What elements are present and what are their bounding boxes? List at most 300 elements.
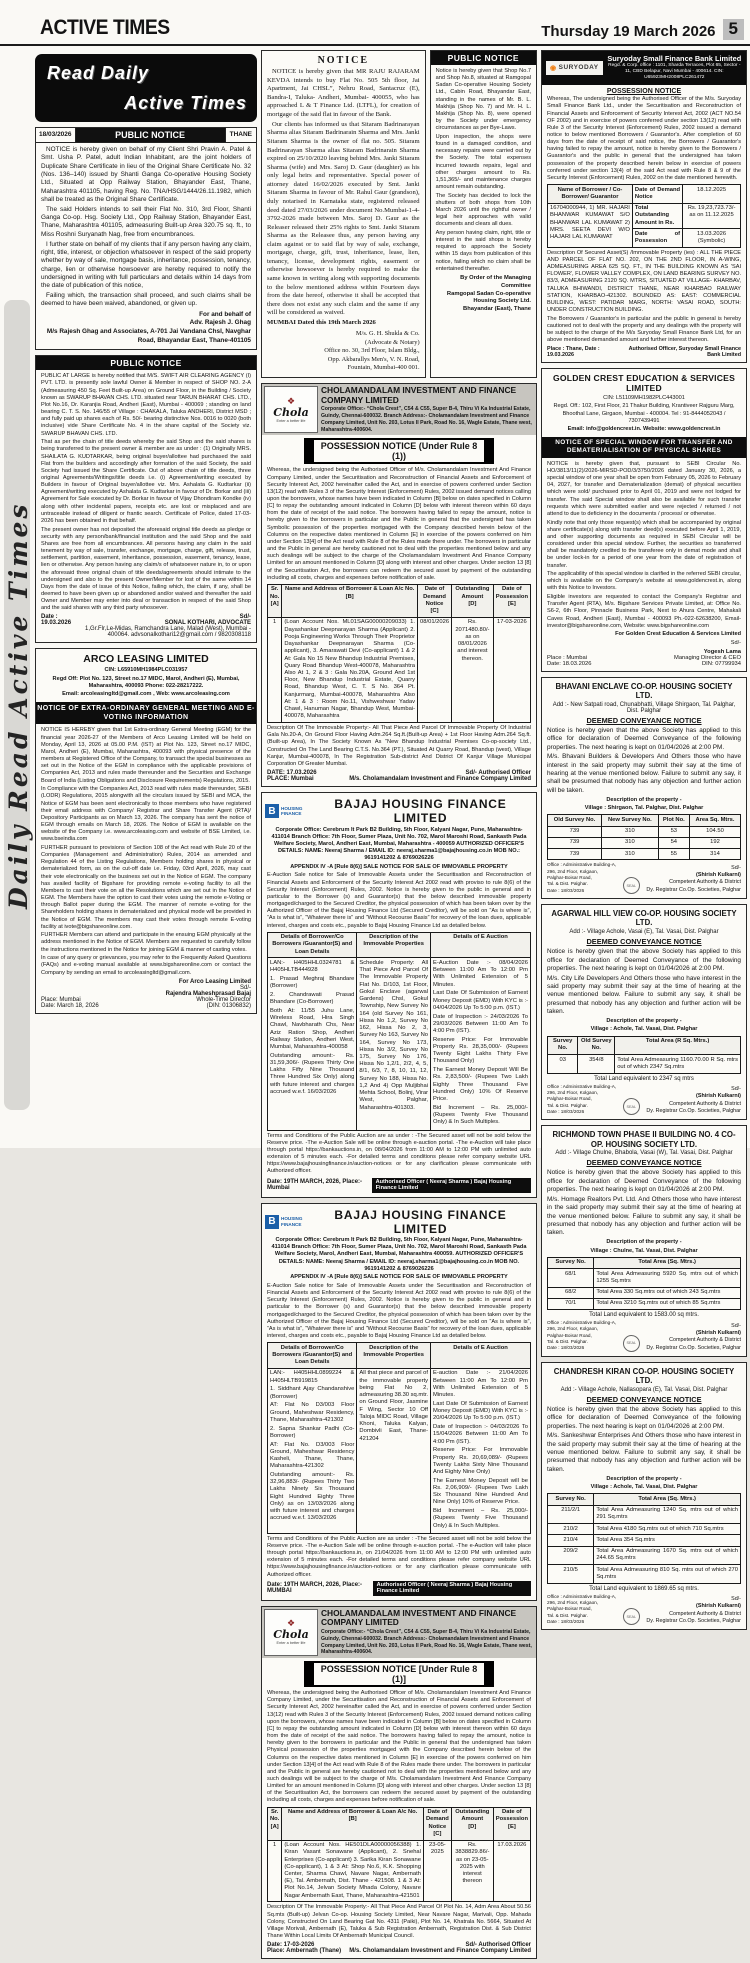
borrower-line: Outstanding amount:- Rs. 31,59,306/- (Rupees Thirty One Lakhs Fifty Nine Thousand Three Hundred Six Only) along with future interest and charges accrued w.e.f. 16/03/2026 <box>270 1052 355 1095</box>
auction-line: Last Date Of Submission of Earnest Money Deposit (EMD) With KYC is :- 20/04/2026 Up To 5:00 p.m. (IST.) <box>433 1400 528 1422</box>
col-code: [C] <box>430 608 439 615</box>
suryoday-sun-icon: ◉ <box>550 64 557 72</box>
col-header: Date of Demand Notice <box>423 586 446 607</box>
table-cell: 53 <box>658 826 689 837</box>
place-line: Place: Mumbai <box>41 996 81 1003</box>
company-contact: Email: info@goldencrest.in. Website: www.goldencrest.in <box>567 426 721 433</box>
office-line: 296, 2nd Floor, Kolgaon, <box>547 1089 599 1095</box>
bhavani-conveyance-notice <box>541 677 747 899</box>
notice-body <box>547 461 741 630</box>
table-cell-auction <box>431 958 531 1130</box>
conveyance-title: DEEMED CONVEYANCE NOTICE <box>586 1394 702 1404</box>
egm-banner: NOTICE OF EXTRA-ORDINARY GENERAL MEETING AND E-VOTING INFORMATION <box>36 702 256 725</box>
auction-line: E-auction Date :- 21/04/2026 Between 11:00 Am To 12:00 Pm With Unlimited Extension of 5 Minutes. <box>433 1370 528 1399</box>
possession-table <box>267 1807 531 1903</box>
conveyance-footer <box>547 862 741 894</box>
table-cell-property: All that piece and parcel of the immovable property being Flat No 2, admeasuring 38.30 sq.mtr. on Ground Floor, Jasmine F Wing, Sector 10 Off Taloja MIDC Road, Village Khoni, Taluka Kalyan, Dombivli East, Thane-421204 <box>357 1368 431 1533</box>
table-row <box>548 203 741 229</box>
office-line: Office : Administrative Building-A, <box>547 1593 617 1599</box>
signatory-name: (Shirish Kulkarni) <box>696 1603 741 1610</box>
table-header-row <box>268 1807 531 1840</box>
bajaj-header <box>265 797 533 825</box>
table-cell: 211/2/1 <box>548 1505 594 1523</box>
table-cell: 209/2 <box>548 1546 594 1564</box>
table-cell: 310 <box>602 849 659 860</box>
bajaj-header <box>265 1208 533 1236</box>
col-header: Survey No. <box>548 1494 594 1505</box>
bank-name: Suryoday Small Finance Bank Limited <box>607 54 742 63</box>
logo-line2: Active Times <box>124 93 247 113</box>
authorised-officer-line: Authorised Officer, Suryoday Small Finance Bank Limited <box>628 346 741 359</box>
notice-date: Date : 19.03.2026 <box>41 614 72 627</box>
signatory-address: 1,Gr.Flr,Le-Midas, Ramchandra Lane, Malad (West), Mumbai - 400064. advsonalkothari12@gmail.com / 9820308118 <box>85 626 251 639</box>
conveyance-title: DEEMED CONVEYANCE NOTICE <box>586 1158 702 1168</box>
property-description: Description Of The Immovable Property:- All That Piece And Parcel Of Immovable Property Of Industrial Gala No.20-A, On Ground Floor Having Adm.264 Sq.ft.(Built-up Area) + 1st Floor Having Adm.264 Sq.ft.(Built-up Area), In The Society Known As “New Bhandup Industrial Premises Co-op-society Ltd., Constructed On The Land Bearing C.T.S. No.364 (PT.), Situated At Quarry Road, Bhandup (west), Village Kanjur, Mumbai-400078, In The Registration Sub-district And District Of Kanjur Village Municipal Corporation Of Greater Mumbai. <box>267 725 531 767</box>
auction-line: E-Auction Date :- 08/04/2026 Between 11:00 Am To 12:00 Pm With Unlimited Extension of 5 Minutes. <box>433 959 528 988</box>
left-column <box>35 50 257 1014</box>
notice-paragraph: FURTHER Members can attend and participate in the ensuing EGM physically at the address mentioned in the Notice of EGM. Members are requested to carefully follow the instructions mentioned in the Notice for joining EGM & manner of casting votes. <box>41 932 251 953</box>
signatory-din: (DIN: 01306832) <box>206 1002 251 1009</box>
col-header: Details of Borrower/Co Borrowers /Guarantor(S) and Loan Details <box>268 932 357 958</box>
table-cell-possession-date: 17.03.2026 <box>493 1840 530 1902</box>
col-code: [A] <box>270 600 279 607</box>
table-cell: 68/2 <box>548 1287 594 1298</box>
ramgad-public-notice <box>430 50 537 378</box>
office-line: Office : Administrative Building-A, <box>547 1320 617 1326</box>
notice-title: PUBLIC NOTICE <box>76 128 225 142</box>
col-code: [B] <box>345 593 354 600</box>
notice-paragraph: In case of any query or grievances, you may refer to the Frequently Asked Questions (FAQs) and e-voting manual available at www.bigshareonline.com or contact the Company by sending an email to arcoleasingltd@gmail.com. <box>41 955 251 976</box>
notice-paragraph: NOTICE is hereby given that MR RAJU RAJARAM KEVDA intends to buy Flat No. 505 5th floor, Jai Apartment, Jai CHSL”, Nehru Road, Santacruz (E), Bandra-I, Taluka- Andheri, Mumbai- 400055, who has approached L & T Finance Ltd. (LTFL), for creation of mortgage of the said flat in favour of the Bank. <box>267 68 420 118</box>
table-cell-borrower: (Loan Account Nos. HE501DLA00000056388) 1. Kiran Vasant Sonawane (Applicant), 2. Snehal Enterprises (Co-applicant) 3. Sarika Kiran Sonawane (Co-applicant), 1 & 3 At: Shop No.6, K.K. Shopping Center, Sharma Chawl, Navare Nagar, Ambernath (E), Tal. Ambernath, Dist. Thane - 421508. 1 & 3 At: Plot No.14, Jelvan Society Mhada Colony, Navare Nagar Ambernath East, Thane, Maharashtra-421501 <box>282 1840 424 1902</box>
date-place-line: Date: 19TH MARCH, 2026, Place:- MUMBAI <box>267 1582 363 1595</box>
masthead-row <box>0 0 750 46</box>
property-description: Description Of The Immovable Property:- All That Piece And Parcel Of Plot No. 14, Adm Area About 50.56 Sq.mts (Built-up) Jelvan Co-op. Housing Society Limited, Near Navare Nagar, Marivali, Opp. Mahada Colony, Constructed On Land Bearing Gat No. 4311 (Paiki), Plot No. 14, Khatrala No. 5664, Situated At Village Morivali, Ambernath (E), Taluka & Sub Registration Ambernath, Registration Dist. & Sub District Thane Within Local Limits Of Ambernath Municipal Council. <box>267 1904 531 1940</box>
table-row <box>548 1287 741 1298</box>
company-office: Corporate Office:- “Chola Crest”, C54 & C55, Super B-4, Thiru Vi Ka Industrial Estate, Guindy, Chennai-600032. Branch Address:- Cholamandalam Investment and Finance Company Limited, Unit No. 203, Lotus II Park, Road No. 16, Wagle Estate, Thane west, Maharashtra-400604. <box>321 1629 532 1656</box>
col-header: Description of the Immovable Properties <box>357 932 431 958</box>
notice-date: 18/03/2026 <box>36 128 76 142</box>
society-address: Add :- Village Chulne, Bhabola, Vasai (W), Tal. Vasai, Dist. Palghar <box>555 1150 733 1157</box>
table-cell: Total Area 3210 Sq.mtrs out of which 85 Sq.mtrs <box>594 1298 741 1309</box>
sd-line: Sd/- <box>731 1086 741 1093</box>
society-address: Add :- Village Achole, Vasai (E), Tal. Vasai, Dist. Palghar <box>569 929 719 936</box>
side-strip-text: Daily Read Active Times <box>4 300 30 1110</box>
sd-line: Sd/- <box>730 640 741 647</box>
table-cell: 310 <box>602 826 659 837</box>
col-code: [C] <box>433 1830 442 1837</box>
issue-date: Thursday 19 March 2026 <box>541 23 716 40</box>
caution-line: The Borrowers / Guarantor's in particular and the public in general is hereby cautioned not to deal with the property and any dealings with the property will be subject to the charge of the M/s Suryoday Small Finance Bank Ltd, for an above mentioned demanded amount and further interest thereon. <box>547 315 741 344</box>
col-header: Old Survey No. <box>578 1036 615 1054</box>
signatory-role: Competent Authority & District <box>669 879 741 886</box>
society-address: Add :- New Satpati road, Chunabhatti, Village Shirgaon, Tal. Palghar, Dist. Palghar <box>552 701 736 714</box>
value-possession-date: 13.03.2026 (Symbolic) <box>683 229 741 247</box>
logo-line1: Read Daily <box>47 63 150 83</box>
authorised-officer-line: Authorised Officer ( Neeraj Sharma ) Bajaj Housing Finance Limited <box>373 1581 531 1596</box>
notice-dateline: MUMBAI Dated this 19th March 2026 <box>267 319 376 327</box>
table-cell: 03 <box>548 1055 578 1073</box>
table-cell-property: Schedule Property: All That Piece And Parcel Of The Immovable Property Flat No. D/103, 1st Floor, Gokul Enclave (agarwal Gardens) Chsl, Gokul Township, New Survey No 164 (old Survey No 161, Hissa No 1,2, Survey No 162, Hissa No 2, 3, Survey No 163, Survey No 164, Survey No 173, Hissa No 3/2, Survey No 175, Survey No 176, Hissa No 1,2/1, 2/2, 4, 5, 8/1, 6/3, 7, 8, 10, 11, 12, Survey No 188, Hissa No. 1,2 And 4) Opp Muljibhai Mehta School, Bolinj, Virar West, Palghar, Maharashtra-401303. <box>357 958 431 1130</box>
chola-logo-tagline: Enter a better life <box>276 418 306 423</box>
suryoday-logo <box>546 61 603 75</box>
office-line: 296, 2nd Floor, Kolgaon, <box>547 1326 599 1332</box>
borrower-line: AT: Flat No. D3/003 Floor Ground, Maheshwar Residency Kasheli, Thane, Thane, Maharashtra-421302 <box>270 1441 355 1470</box>
signature-line: Opp. Akbarallys Men's, V. N. Road, <box>327 355 420 363</box>
sd-line: Sd/- <box>731 1596 741 1603</box>
col-header: Date of Demand Notice <box>425 1809 449 1830</box>
table-cell: Total Area Admeasuring 1240 Sq. mtrs out of which 291 Sq.mtrs <box>594 1505 741 1523</box>
bajaj-logo-icon: B <box>265 1215 279 1229</box>
borrower-line: Outstanding amount:- Rs. 32,96,883/- (Rupees Thirty Two Lakhs Ninety Six Thousand Eight Hundred Eighty Three Only) as on 13/03/2026 along with future interest and charges accrued w.e.f. 13/03/2026 <box>270 1471 355 1522</box>
office-block <box>547 1084 616 1116</box>
date-line: DATE: 17.03.2026 <box>267 770 317 777</box>
company-sign: M/s. Cholamandalam Investment and Finance Company Limited <box>349 1948 531 1955</box>
signatory-name: (Shirish Kulkarni) <box>696 1329 741 1336</box>
chola-logo-word: Chola <box>273 1628 309 1642</box>
place-line: Place: Ambernath (Thane) <box>267 1948 342 1955</box>
signatory-role: Competent Authority & District <box>669 1100 741 1107</box>
col-header: Date of Possession <box>495 586 528 600</box>
office-line: Date : 18/03/2026 <box>547 1108 585 1114</box>
company-sign: M/s. Cholamandalam Investment and Finance Company Limited <box>349 776 531 783</box>
table-row <box>548 826 741 837</box>
property-table <box>547 814 741 860</box>
table-cell: Total Area Admeasuring 5920 Sq. mtrs out of which 1255 Sq.mtrs <box>594 1269 741 1287</box>
office-line: Office : Administrative Building-A, <box>547 862 617 868</box>
suryoday-possession-notice <box>541 50 747 363</box>
notice-body: E-Auction Sale notice for Sale of Immovable Assets under the Securitisation and Reconstruction of Financial Assets and Enforcement of the Security Interest Act 2002 read with proviso to rule 8(6) of the Security Interest (Enforcement) Rules, 2002. Notice is hereby given to the public in general and in particular to the Borrower (s) and Guarantor(s) that the below described immovable property mortgaged/charged to the Secured Creditor, the physical possession of which has been taken over by the Authorized Officer of the Bajaj Housing Finance Ltd (Secured Creditor), will be sold on “As is where is”, “As is what is”, “Whatever there is” and “Without Recourse Basis” for recovery of the loan dues, applicable interest, charges and costs etc., payable to Bajaj Housing Finance Ltd as detailed below. <box>267 872 531 929</box>
office-block <box>547 1320 616 1352</box>
notice-header <box>36 128 256 143</box>
table-cell: 104.50 <box>689 826 740 837</box>
table-cell: 55 <box>658 849 689 860</box>
auction-line: The Earnest Money Deposit Will Be Rs. 2,83,500/- (Rupees Two Lakh Eighty Three Thousand Five Hundred Only) 10% Of Reserve Price. <box>433 1067 528 1103</box>
col-header: Name of Borrower / Co-Borrower/ Guarantor <box>548 185 633 203</box>
special-window-banner: NOTICE OF SPECIAL WINDOW FOR TRANSFER AND DEMATERIALISATION OF PHYSICAL SHARES <box>542 437 746 458</box>
description-title: Description of the property - <box>606 1475 682 1482</box>
conveyance-footer <box>547 1594 741 1626</box>
golden-crest-notice <box>541 368 747 671</box>
sd-line: Sd/- Authorised Officer <box>465 1942 531 1949</box>
signature-line: Fountain, Mumbai-400 001. <box>347 364 420 372</box>
chola-logo-icon: ❖ <box>286 395 296 406</box>
office-line: Tal. & Dist. Palghar. <box>547 1102 588 1108</box>
society-name: CHANDRESH KIRAN CO-OP. HOUSING SOCIETY LTD. <box>553 1366 735 1386</box>
notice-body: E-Auction Sale notice for Sale of Immovable Assets under the Securitisation and Reconstruction of Financial Assets and Enforcement of the Security Interest Act 2002 read with proviso to rule 8(6) of the Security Interest (Enforcement) Rules, 2002. Notice is hereby given to the public in general and in particular to the Borrower (s) and Guarantor(s) that the below described immovable property mortgaged/charged to the Secured Creditor, the physical possession of which has been taken over by the Authorized Officer of the Bajaj Housing Finance Ltd (Secured Creditor), will be sold on “As is where is”, “As is what is”, “Whatever there is” and “Without Recourse Basis” for recovery of the loan dues, applicable interest, charges and costs etc., payable to Bajaj Housing Finance Ltd as detailed below. <box>267 1282 531 1340</box>
suryoday-logo-text: SURYODAY <box>558 64 599 72</box>
notice-body <box>436 68 531 273</box>
col-header: Survey No. <box>548 1036 578 1054</box>
sd-line: Sd/- <box>239 984 251 991</box>
office-line: Tal. & Dist. Palghar. <box>547 1339 588 1345</box>
notice-paragraph: M/s. Bhavani Builders & Developers And Others those who have interest in the said property may submit their say at the time of hearing at the venue mentioned below. Failure to submit any say, it shall be presumed that nobody has any objection and further action will be taken. <box>547 753 741 794</box>
seal-icon: SEAL <box>623 1335 640 1352</box>
col-header: Details of E Auction <box>431 1343 531 1369</box>
company-name: BAJAJ HOUSING FINANCE LIMITED <box>334 797 507 826</box>
by-order-line: Housing Society Ltd. <box>473 298 531 305</box>
company-office: Corporate Office:- “Chola Crest”, C54 & C55, Super B-4, Thiru Vi Ka Industrial Estate, Guindy, Chennai-600032. Branch Address:- Cholamandalam Investment and Finance Company Limited, Unit No. 203, Lotus II Park, Road No. 16, Wagle Estate, Thane west, Maharashtra-400604. <box>321 406 532 433</box>
seal-icon: SEAL <box>623 877 640 894</box>
company-contact: Email: arcoleasingltd@gmail.com , Web: www.arcoleasing.com <box>62 691 230 698</box>
society-name: AGARWAL HILL VIEW CO-OP. HOUSING SOCIETY LTD. <box>551 909 737 928</box>
signature-block <box>267 330 420 373</box>
village-line: Village : Achole, Tal. Vasai, Dist. Palghar <box>590 1484 698 1491</box>
col-header: Total Area (Sq. Mtrs.) <box>594 1257 741 1268</box>
chola-possession-notice-1 <box>261 383 537 787</box>
conveyance-footer <box>547 1320 741 1352</box>
total-land-line: Total Land equivalent to 1583.00 sq mtrs. <box>589 1312 699 1319</box>
notice-body <box>41 727 251 976</box>
table-cell-sr: 1 <box>268 617 282 722</box>
notice-paragraph: M/s. City Life Developers And Others those who have interest in the said property may submit their say at the time of hearing at the venue mentioned below. Failure to submit any say, it shall be presumed that nobody has any objection and further action will be taken. <box>547 974 741 1015</box>
arco-egm-notice <box>35 648 257 1013</box>
bajaj-logo <box>265 804 303 818</box>
notice-body <box>41 373 251 612</box>
table-row <box>548 1565 741 1583</box>
col-code: [A] <box>270 1823 279 1830</box>
auction-line: Date of Inspection :- 04/03/2026 To 15/04/2026 Between 11:00 Am To 4:00 Pm (IST). <box>433 1424 528 1445</box>
by-order-line: Ramgopal Sadan Co-operative <box>446 290 531 297</box>
appendix-line: APPENDIX IV -A [Rule 8(6)] SALE NOTICE FOR SALE OF IMMOVABLE PROPERTY <box>290 863 508 870</box>
chola-logo-icon: ❖ <box>286 1618 296 1629</box>
col-header: Sr. No. <box>270 1809 280 1823</box>
table-cell: 54 <box>658 837 689 848</box>
col-code: [E] <box>508 600 516 607</box>
signature-line: Office no. 30, 3rd Floor, Islam Bldg., <box>324 347 420 355</box>
table-header-row <box>268 1343 531 1369</box>
bajaj-logo-text: HOUSING FINANCE <box>281 806 303 817</box>
bajaj-logo-text: HOUSING FINANCE <box>281 1216 303 1227</box>
company-name: CHOLAMANDALAM INVESTMENT AND FINANCE COMPANY LIMITED <box>321 385 517 405</box>
society-name: RICHMOND TOWN PHASE II BUILDING NO. 4 CO-OP. HOUSING SOCIETY LTD. <box>552 1130 736 1149</box>
table-row <box>548 1269 741 1287</box>
bajaj-logo <box>265 1215 303 1229</box>
bajaj-sale-notice-1 <box>261 792 537 1197</box>
table-cell: 354/8 <box>578 1055 615 1073</box>
conveyance-footer <box>547 1084 741 1116</box>
office-line: Date : 18/03/2026 <box>547 1345 585 1351</box>
signatory-role: Competent Authority & District <box>669 1610 741 1617</box>
col-header: Outstanding Amount <box>455 1809 490 1823</box>
table-cell-possession-date: 17-03-2026 <box>493 617 530 722</box>
table-cell-amount: Rs. 3838829.86/- as on 23-05-2025 with interest thereon <box>451 1840 493 1902</box>
table-cell: Total Area 330 Sq.mtrs out of which 243 Sq.mtrs <box>594 1287 741 1298</box>
sd-line: Sd/- <box>731 1322 741 1329</box>
terms-line: Terms and Conditions of the Public Auction are as under : -The Secured asset will not be sold below the Reserve price. -The e-Auction Sale will be online through e-auction portal. -The e-Auction will take place through portal https://bankauctions.in, on 21/04/2026 from 11:00 AM to 12:00 PM with unlimited auto extension of 5 minutes each. -For detailed terms and conditions please refer company website URL https://www.bajajhousingfinance.in/auction-notices or for any clarification please communicate with Authorized officer. <box>267 1535 531 1578</box>
table-cell-borrower <box>268 1368 357 1533</box>
table-cell: 314 <box>689 849 740 860</box>
company-regd-office: Regd Off: Plot No. 123, Street no.17 MIDC, Marol, Andheri (E), Mumbai, Maharashtra, 400093 Phone: 022-28217222. <box>52 675 240 689</box>
col-header: Date of Possession <box>495 1809 528 1823</box>
signatory-role: Managing Director & CEO <box>673 654 741 661</box>
chola-logo <box>264 1609 318 1656</box>
auction-line: Last Date Of Submission of Earnest Money Deposit (EMD) With KYC is :- 04/04/2026 Up To 5:00 p.m. (IST.) <box>433 990 528 1011</box>
col-header: Details of Borrower/Co Borrowers /Guarantor(S) and Loan Details <box>268 1343 357 1369</box>
notice-paragraph: FURTHER pursuant to provisions of Section 108 of the Act read with Rule 20 of the Companies (Management and Administration) Rules, 2014 as amended and Regulation 44 of the Listing Regulations, Members holding shares in physical or dematerialized form, as on the cut-off date i.e. Friday, 03rd April, 2026, may cast their vote electronically on the business set out in the Notice of EGM. The company has availed facility of Bigshare for providing remote e-voting facility to all the Members to cast their vote on all the Resolutions which are set out in the Notice of EGM. The Members have the option to cast their votes using the remote e-Voting or through Ballot paper during the EGM. The manner of remote e-voting for the Shareholders holding shares in dematerialized and physical mode will be provided in the Notice of EGM. The members may cast their votes through remote E-voting facility at ivote@bigshareonline.com. <box>41 844 251 930</box>
table-row <box>268 1368 531 1533</box>
read-daily-active-times-logo <box>35 54 257 122</box>
society-address: Add :- Village Achole, Nallasopara (E), Tal. Vasai, Dist. Palghar <box>560 1386 728 1393</box>
table-row <box>548 185 741 203</box>
chola-logo-word: Chola <box>273 405 309 419</box>
company-name: BAJAJ HOUSING FINANCE LIMITED <box>334 1207 507 1236</box>
auction-table <box>267 1342 531 1534</box>
society-name: BHAVANI ENCLAVE CO-OP. HOUSING SOCIETY LTD. <box>555 681 733 701</box>
date-line: Date: 18.03.2026 <box>547 660 592 667</box>
table-cell: Total Area Admeasuring 1670 Sq. mtrs out of which 244.65 Sq.mtrs <box>594 1546 741 1564</box>
notice-paragraph: The present owner has not deposited the aforesaid original title deeds as pledge or security with any person/bank/financial institution and the said Shop and the said Shares are free from all encumbrances. All persons having any claim in the said tenement by way of sale, transfer, exchange, mortgage, charge, gift, release, trust, settlement, partition, easement, inheritance, possession, easement, tenancy, lease, lien or otherwise. Any person having any claim/s of whatsoever nature in, to or upon the aforesaid three original chain of title deeds/agreements should intimate to the undersigned and also to the present Owner/Member for lost of the same within 14 Days from the date of issue of this Notice, failing which, the claim, if any, shall be deemed to have been given up or abandoned and/or waived and thereafter the said Owner and Member may enter into deal or transaction in respect of the said Shop and the said shares with any third party whosoever. <box>41 526 251 612</box>
table-cell: 192 <box>689 837 740 848</box>
bajaj-logo-icon: B <box>265 804 279 818</box>
borrower-line: Both At: 11/55 Juhu Lane, Wireless Road, Hira Singh Chawl, Navbharath Chs, Near Aziz Ration Shop, Andheri Railway Station, Andheri West, Mumbai, Maharashtra-400058 <box>270 1007 355 1051</box>
table-cell: 210/2 <box>548 1524 594 1535</box>
place-date-line: Place : Thane, Date : 19.03.2026 <box>547 346 600 359</box>
chandresh-conveyance-notice <box>541 1362 747 1630</box>
for-company-line: For Golden Crest Education & Services Limited <box>615 631 741 638</box>
label-outstanding: Total Outstanding Amount in Rs. <box>632 203 682 229</box>
table-cell: 210/4 <box>548 1535 594 1546</box>
office-line: 296, 2nd Floor, Kolgaon, <box>547 1599 599 1605</box>
notice-paragraph: Notice is hereby given that the above Society has applied to this office for declaration of Deemed Conveyance of the following properties. The next hearing is kept on 01/04/2026 at 2:00 PM. <box>547 1169 741 1194</box>
signatory-name: Yogesh Lama <box>703 648 741 655</box>
sd-line: Sd/- <box>239 614 251 621</box>
signatory-role: Dy. Registrar Co.Op. Societies, Palghar <box>646 1617 741 1624</box>
office-line: Tal. & Dist. Palghar. <box>547 1612 588 1618</box>
table-cell: Total Area 4180 Sq.mtrs out of which 710 Sq.mtrs <box>594 1524 741 1535</box>
col-header: Sr. No. <box>270 586 280 600</box>
total-land-line: Total Land equivalent to 2347 sq mtrs <box>594 1075 694 1082</box>
label-possession-date: Date of Possession <box>632 229 682 247</box>
conveyance-title: DEEMED CONVEYANCE NOTICE <box>586 937 702 947</box>
property-table <box>547 1036 741 1074</box>
table-row <box>548 1546 741 1564</box>
agarwal-conveyance-notice <box>541 904 747 1120</box>
middle-column <box>261 50 537 1959</box>
table-header-row <box>268 932 531 958</box>
col-header: Name and Address of Borrower & Loan A/c No. <box>284 586 415 593</box>
chola-possession-notice-2 <box>261 1606 537 1959</box>
notice-paragraph: Notice is hereby given that the above Society has applied to this office for declaration of Deemed Conveyance of the following properties. The next hearing is kept on 01/04/2026 at 2:00 PM. <box>547 726 741 751</box>
col-header: Details of E Auction <box>431 932 531 958</box>
sd-line: Sd/- <box>731 864 741 871</box>
notice-paragraph: In Compliance with the Companies Act, 2013 read with rules made thereunder, SEBI (LODR) Regulations, 2015 alongwith all the circulars issued by SEBI and MCA, the Notice of EGM has been sent electronically to those members who have registered their email address with Company/ Registrar and Share Transfer Agent (RTA)/ Depository Participants as on March 13, 2026. The company has sent the notice of EGM through emails on March 18, 2026. The Notice of EGM is available on the website of the Company i.e. www.arcoleasing.com and website of BSE Limited, i.e. www.bseindia.com <box>41 786 251 843</box>
signature-line: M/s Rajesh Ghag and Associates, A-701 Jai Vandana Chsl, Navghar Road, Bhayandar East, Thane-401105 <box>46 328 251 344</box>
table-row <box>268 617 531 722</box>
table-row <box>548 849 741 860</box>
possession-notice-title: POSSESSION NOTICE (Under Rule 8 (1)) <box>304 438 494 464</box>
signature-line: For and behalf of <box>199 310 251 318</box>
chola-logo-tagline: Enter a better life <box>276 1641 306 1646</box>
auction-table <box>267 932 531 1131</box>
table-cell: 739 <box>548 826 602 837</box>
col-header: Plot No. <box>658 815 689 826</box>
lt-finance-notice <box>261 50 426 378</box>
notice-paragraph: Notice is hereby given that the above Society has applied to this office for declaration of Deemed Conveyance of the following properties. The next hearing is kept on 01/04/2026 at 2:00 PM. <box>547 948 741 972</box>
table-row <box>268 1840 531 1902</box>
notice-paragraph: The Society has decided to lock the shutters of both shops from 10th March 2026 until the rightful owner / legal heir approaches with valid documents and clears all dues. <box>435 192 531 228</box>
public-notice-swift-air <box>35 355 257 643</box>
date-line: Date: March 18, 2026 <box>41 1002 99 1009</box>
asset-description: Description Of Secured Asset(S) /Immovable Property (ies) : ALL THE PIECE AND PARCEL OF FLAT NO. 202, ON THE 2ND FLOOR, IN A-WING, ADMEASURING AREA 625 SQ. FT., IN THE BUILDING KNOWN AS 'SAI FLOWER', FLOWER VALLEY COMPLEX, ON LAND BEARING SURVEY NO. 83/3, ADMEASURING 2120 SQ. MTRS, SITUATED AT VILLAGE- KHARBAV, TALUKA BHIWANDI, DISTRICT THANE, NEAR KHARBAO RAILWAY STATION, KHARBAO-421302. BOUNDED AS: EAST: COMMERCIAL BUILDING, WEST: PATIDAR MARG, NORTH: VASAI ROAD, SOUTH: UNDER CONSTRUCTION BUILDING. <box>547 249 741 313</box>
col-header: Area Sq. Mtrs. <box>689 815 740 826</box>
notice-paragraph: M/s. Sankeshwar Enterprises And Others those who have interest in the said property may submit their say at the time of hearing at the venue mentioned below. Failure to submit any say, it shall be presumed that nobody has any objection and further action will be taken. <box>547 1432 741 1473</box>
borrower-line: 1. Prasad Meghraj Bhandare (Borrower) <box>270 975 355 990</box>
office-line: Palghar-Boisar Road, <box>547 874 592 880</box>
auction-line: Bid Increment – Rs. 25,000/- (Rupees Twenty Five Thousand Only) & In Such Multiples. <box>433 1508 528 1529</box>
table-row <box>548 837 741 848</box>
total-land-line: Total Land equivalent to 1869.65 sq mtrs. <box>589 1585 699 1592</box>
signature-line: Adv. Rajesh J. Ghag <box>189 319 251 327</box>
for-company-line: For Arco Leasing Limited <box>178 978 251 985</box>
signatory-name: (Shirish Kulkarni) <box>696 1093 741 1100</box>
col-code: [D] <box>468 1823 477 1830</box>
description-title: Description of the property - <box>606 796 682 803</box>
notice-paragraph: Upon inspection, the shops were found in a damaged condition, and necessary repairs were carried out by the Society. The total expenses incurred towards repairs, legal and other charges amount to Rs. 1,51,365/- and maintenance charges amount remain outstanding. <box>435 133 531 190</box>
table-header-row <box>548 1036 741 1054</box>
table-cell: 739 <box>548 849 602 860</box>
auction-line: Reserve Price: For Immovable Property Rs. 28,35,000/- (Rupees Twenty Eight Lakhs Thirty Five Thousand Only) <box>433 1036 528 1065</box>
office-line: Palghar-Boisar Road, <box>547 1332 592 1338</box>
conveyance-title: DEEMED CONVEYANCE NOTICE <box>586 715 702 725</box>
table-row <box>548 1505 741 1523</box>
value-outstanding: Rs. 19,23,723.73/- as on 11.12.2025 <box>683 203 741 229</box>
table-cell: 310 <box>602 837 659 848</box>
col-header: Outstanding Amount <box>455 586 490 600</box>
office-line: Tal. & Dist. Palghar. <box>547 881 588 887</box>
col-code: [D] <box>468 600 477 607</box>
notice-paragraph: NOTICE IS HEREBY given that 1st Extra-ordinary General Meeting (EGM) for the financial year 2026-27 of the Members of Arco Leasing Limited will be held on Monday, April 13, 2026 at 05.00 P.M. (IST) at Plot No. 123, Street no.17 MIDC, Marol, Andheri (E), Mumbai, Maharashtra, 400093 with physical presence of the members at Registered Office of the Company, to transact the special businesses as set out in the Notice of the EGM in compliance with the applicable provisions of Companies Act, 2013 and rules made thereunder and the Securities and Exchange Board of India (Listing Obligations and Disclosure Requirements) Regulations, 2015. <box>41 727 251 784</box>
company-cin: CIN: L51109MH1982PLC443001 <box>603 394 685 401</box>
signatory-name: (Shirish Kulkarni) <box>696 872 741 879</box>
col-code: [B] <box>348 1816 357 1823</box>
notice-paragraph: NOTICE is hereby given that, pursuant to SEBI Circular No. HO/3813/11(2)/2026-MIRSD-POD/3/3750/2026 dated January 30, 2026, a special window of one year shall be open from February 05, 2026 to February 04, 2027, for transfer and Dematerialization (demat) of physical securities which were sold/ purchased prior to April 01, 2019 and were not lodged for transfer. The said Special window shall also be available for such transfer requests which were submitted earlier and were rejected / returned / not attend to due to deficiency in the documents / process/ or otherwise. <box>547 460 741 517</box>
possession-notice-title: POSSESSION NOTICE <box>606 87 682 95</box>
table-cell-borrower: (Loan Account Nos. ML01SAG00000209033) 1. Dayashankar Deepnarayan Sharma (Applicant) 2. Pooja Engineering Works Through Their Proprietor Dayashankar Deepnarayan Sharma (Co-applicant), 3. Amarawati Devi (Co-applicant) 1 & 2 At: Gala No 15 New Bhandup Industrial Premises, Quary Road Bhandup West-400078, Maharashtra Also At 1, 2 & 3 : Gala No.20A, Ground And 1st Floor, New Bhandup Industrial Estate, Quarry Road, Bhandup West, C. T. S No. 364 Pt. Kanjurmarg, Mumbai-400078, Maharashtra Also At: 1 & 3 : Room No.11, Vishweshwar Yadav Chawl, Hanuman Nagar, Bhandup West, Mumbai-400078, Maharashtra <box>282 617 418 722</box>
table-header-row <box>548 815 741 826</box>
table-row <box>268 958 531 1130</box>
chola-header <box>262 384 536 435</box>
side-strip <box>3 50 31 1135</box>
by-order-block <box>436 275 531 314</box>
newspaper-title: ACTIVE TIMES <box>40 16 170 39</box>
page-number: 5 <box>723 19 744 40</box>
notice-body: Whereas, the undersigned being the Authorised Officer of M/s. Cholamandalam Investment And Finance Company Limited, under the Securitisation and Reconstruction of Financial Assets and Enforcement of Security Interest Act, 2002 hereinafter called the Act, and in exercise of powers conferred under Section 13(12) read with Rules 3 of the Security Interest (Enforcement) Rules, 2002 issued demand notices calling upon the borrowers, whose names have been indicated in Column [B] below on dates specified in Column [C] to repay the outstanding amount indicated in Column [D] below with interest thereon within 60 days from the date of receipt of the said notice. The borrowers having failed to repay the amount, notice is hereby given to the borrowers in particular and the Public in general that the undersigned has taken Symbolic possession of the properties mortgaged with the Company described herein below of the Columns on the respective dates mentioned in Column [E] in exercise of the powers conferred on him under Section 13[4] of the Act read with Rule 8 of the Rules made there under. The borrowers in particular and the Public in general are hereby cautioned not to deal with the properties mentioned below and any such dealings will be subject to the charge of the Cholamandalam Investment And Finance Company Limited for an amount mentioned in Column [D] along with interest and other charges. Under section 13 [8] of the Securitisation Act, the borrowers can redeem the secured asset by payment of the outstanding including all costs, charges and expenses before notification of sale. <box>267 467 531 581</box>
company-cin: CIN: L65910MH1984PLC031957 <box>104 666 188 673</box>
notice-title: PUBLIC NOTICE <box>36 356 256 370</box>
borrower-line: 1. Siddhant Ajay Chandanshive (Borrower) <box>270 1386 355 1400</box>
notice-paragraph: The applicability of this special window is clarified in the referred SEBI circular, which is available on the Company's website at www.goldencrest.in, along with this Notice to Investors. <box>547 571 741 592</box>
chola-logo <box>264 386 318 433</box>
auction-line: Date of Inspection :- 24/03/2026 To 29/03/2026 Between 11:00 Am To 4:00 Pm (IST). <box>433 1013 528 1035</box>
col-code: [E] <box>508 1823 516 1830</box>
office-block <box>547 1594 616 1626</box>
notice-paragraph: Failing which, the transaction shall proceed, and such claims shall be deemed to have been waived, abandoned, or given up. <box>41 292 251 308</box>
col-header: Description of the Immovable Properties <box>357 1343 431 1369</box>
notice-paragraph: PUBLIC AT LARGE is hereby notified that M/S. SWIFT AIR CLEARING AGENCY (I) PVT. LTD. is presently sole lawful Owner & Member in respect of SHOP NO. 2-A (Admeasuring 450 Sq. Feet Built-up Area) on Ground Floor, in the Building / Society known as SWARUP BHAVAN CHS. LTD. situated near TARUN BHARAT CHS. LTD., Plot No.16, Dr. Karanjia Road, Andheri (East), Mumbai - 400069 ; standing on land bearing C. T. S. No. 146/55 of Village : CHAKALA, Taluka ANDHERI, District MSD ; and fully paid up shares each of Rs. 50/- bearing distinctive Nos. 0016 to 0020 (both inclusive) vide Share Certificate No. 4 in the share capital of the Society viz. SWARUP BHAVAN CHS. LTD. <box>41 373 251 437</box>
auction-line: Bid Increment – Rs. 25,000/- (Rupees Twenty Five Thousand Only) & In Such Multiples. <box>433 1104 528 1126</box>
village-line: Village : Shirgaon, Tal. Palghar, Dist. Palghar <box>584 805 704 812</box>
signatory-role: Dy. Registrar Co.Op. Societies, Palghar <box>646 1107 741 1114</box>
label-demand-date: Date of Demand Notice <box>632 185 682 203</box>
notice-paragraph: Our clients has informed us that Sitaram Badrinarayan Sharma alias Sitaram Badrinarain Sharma and Mrs. Janki Sitaram Sharma is the owner of flat no. 505. Sitaram Badrinarayan Sharma alias Sitaram Badrinarain Sharma expired on 25/10/2020 leaving behind Mrs. Janki Sitaram Sharma (wife) and Mrs. Saroj D. Gaur (daughter) as his only legal heirs and representative. Special power of attorney dated 16/02/2026 executed by Smt. Janki Sitaram Sharma in favour of Mr. Rahul Gaur (grandson), duly notarised in Karnataka state, registered released deed dated 27/03/2026 under document No.Mumbai-1-4-3792-2026 made between Mrs. Saroj D. Gaur as the Releaser released their 25% rights to Smt. Janki Sitaram Sharma as the Releasee thus, any person having any claim against or to said flat by way of sale, exchange, mortgage, charge, gift, trust, inheritance, lease, lien, tenancy, license, development rights, easement or otherwise howsoever is hereby required to make the same known in writing along with supporting documents to the below mentioned address within Fourteen days from the date hereof, otherwise it shall be accepted that there does not exist any such claim and the same if any will be considered as waived. <box>267 120 420 317</box>
notice-place: THANE <box>225 128 256 142</box>
sd-line: Sd/- Authorised Officer <box>465 770 531 777</box>
description-title: Description of the property - <box>606 1017 682 1024</box>
table-header-row <box>548 1494 741 1505</box>
notice-body <box>267 68 420 318</box>
notice-title: NOTICE <box>317 55 370 66</box>
